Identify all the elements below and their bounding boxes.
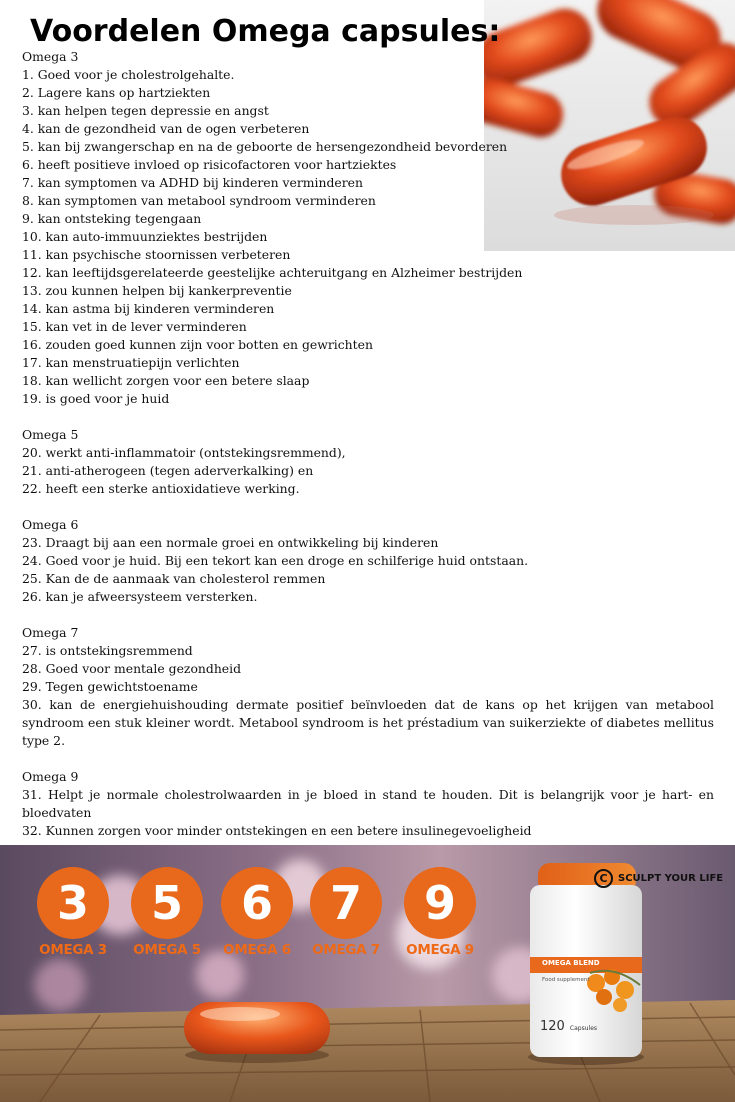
badge-number: 5 bbox=[131, 867, 203, 939]
list-item: 7. kan symptomen va ADHD bij kinderen verminderen bbox=[22, 175, 363, 190]
list-item: 28. Goed voor mentale gezondheid bbox=[22, 661, 242, 676]
badge-label: OMEGA 7 bbox=[312, 942, 380, 958]
omega-banner bbox=[0, 845, 735, 1102]
benefits-text bbox=[22, 48, 714, 840]
footer-brand-text: SCULPT YOUR LIFE bbox=[618, 873, 724, 884]
omega-6-badge bbox=[210, 867, 304, 958]
list-item: 16. zouden goed kunnen zijn voor botten en gewrichten bbox=[22, 337, 373, 352]
badge-label: OMEGA 5 bbox=[133, 942, 201, 958]
omega-7-badge bbox=[299, 867, 393, 958]
list-item: 32. Kunnen zorgen voor minder ontstekingen en een betere insulinegevoeligheid bbox=[22, 823, 532, 838]
list-item: 30. kan de energiehuishouding dermate positief beïnvloeden dat de kans op het krijgen van metabool syndroom een stuk kleiner wordt. Metabool syndroom is het préstadium van suikerziekte of diabetes mellitus type 2. bbox=[22, 697, 714, 748]
bottle-label-name: OMEGA BLEND bbox=[542, 959, 600, 967]
badge-number: 3 bbox=[37, 867, 109, 939]
section-omega-6 bbox=[22, 516, 714, 606]
footer-brand bbox=[594, 869, 723, 888]
list-item: 22. heeft een sterke antioxidatieve werking. bbox=[22, 481, 300, 496]
bottle-capsule-count: 120 bbox=[540, 1019, 565, 1034]
list-item: 13. zou kunnen helpen bij kankerpreventie bbox=[22, 283, 292, 298]
badge-label: OMEGA 6 bbox=[223, 942, 291, 958]
section-omega-9 bbox=[22, 768, 714, 840]
list-item: 26. kan je afweersysteem versterken. bbox=[22, 589, 258, 604]
list-item: 2. Lagere kans op hartziekten bbox=[22, 85, 211, 100]
section-omega-3 bbox=[22, 48, 714, 408]
list-item: 18. kan wellicht zorgen voor een betere slaap bbox=[22, 373, 310, 388]
bottle-capsule-unit: Capsules bbox=[569, 1025, 598, 1032]
list-item: 20. werkt anti-inflammatoir (ontstekingsremmend), bbox=[22, 445, 346, 460]
omega-5-badge bbox=[120, 867, 214, 958]
list-item: 10. kan auto-immuunziektes bestrijden bbox=[22, 229, 268, 244]
list-item: 1. Goed voor je cholestrolgehalte. bbox=[22, 67, 235, 82]
list-item: 21. anti-atherogeen (tegen aderverkalking) en bbox=[22, 463, 314, 478]
list-item: 25. Kan de de aanmaak van cholesterol remmen bbox=[22, 571, 326, 586]
section-heading: Omega 9 bbox=[22, 769, 79, 784]
list-item: 14. kan astma bij kinderen verminderen bbox=[22, 301, 275, 316]
section-omega-7 bbox=[22, 624, 714, 750]
omega-9-badge bbox=[393, 867, 487, 958]
badge-number: 7 bbox=[310, 867, 382, 939]
section-heading: Omega 3 bbox=[22, 49, 79, 64]
list-item: 19. is goed voor je huid bbox=[22, 391, 170, 406]
section-heading: Omega 5 bbox=[22, 427, 79, 442]
list-item: 29. Tegen gewichtstoename bbox=[22, 679, 198, 694]
badge-number: 6 bbox=[221, 867, 293, 939]
list-item: 24. Goed voor je huid. Bij een tekort kan een droge en schilferige huid ontstaan. bbox=[22, 553, 529, 568]
section-heading: Omega 7 bbox=[22, 625, 79, 640]
list-item: 4. kan de gezondheid van de ogen verbeteren bbox=[22, 121, 310, 136]
section-heading: Omega 6 bbox=[22, 517, 79, 532]
list-item: 23. Draagt bij aan een normale groei en ontwikkeling bij kinderen bbox=[22, 535, 439, 550]
section-omega-5 bbox=[22, 426, 714, 498]
list-item: 8. kan symptomen van metabool syndroom verminderen bbox=[22, 193, 376, 208]
list-item: 17. kan menstruatiepijn verlichten bbox=[22, 355, 240, 370]
list-item: 27. is ontstekingsremmend bbox=[22, 643, 193, 658]
list-item: 3. kan helpen tegen depressie en angst bbox=[22, 103, 269, 118]
badge-label: OMEGA 9 bbox=[406, 942, 474, 958]
omega-3-badge bbox=[26, 867, 120, 958]
list-item: 6. heeft positieve invloed op risicofactoren voor hartziektes bbox=[22, 157, 397, 172]
list-item: 15. kan vet in de lever verminderen bbox=[22, 319, 247, 334]
list-item: 31. Helpt je normale cholestrolwaarden in je bloed in stand te houden. Dit is belangrijk voor je hart- en bloedvaten bbox=[22, 787, 714, 820]
list-item: 9. kan ontsteking tegengaan bbox=[22, 211, 202, 226]
bottle-label-subtitle: Food supplement bbox=[542, 977, 590, 983]
page-title: Voordelen Omega capsules: bbox=[30, 14, 501, 49]
list-item: 11. kan psychische stoornissen verbeteren bbox=[22, 247, 291, 262]
list-item: 12. kan leeftijdsgerelateerde geestelijke achteruitgang en Alzheimer bestrijden bbox=[22, 265, 523, 280]
badge-label: OMEGA 3 bbox=[39, 942, 107, 958]
copyright-icon: C bbox=[594, 869, 613, 888]
list-item: 5. kan bij zwangerschap en na de geboorte de hersengezondheid bevorderen bbox=[22, 139, 508, 154]
badge-number: 9 bbox=[404, 867, 476, 939]
